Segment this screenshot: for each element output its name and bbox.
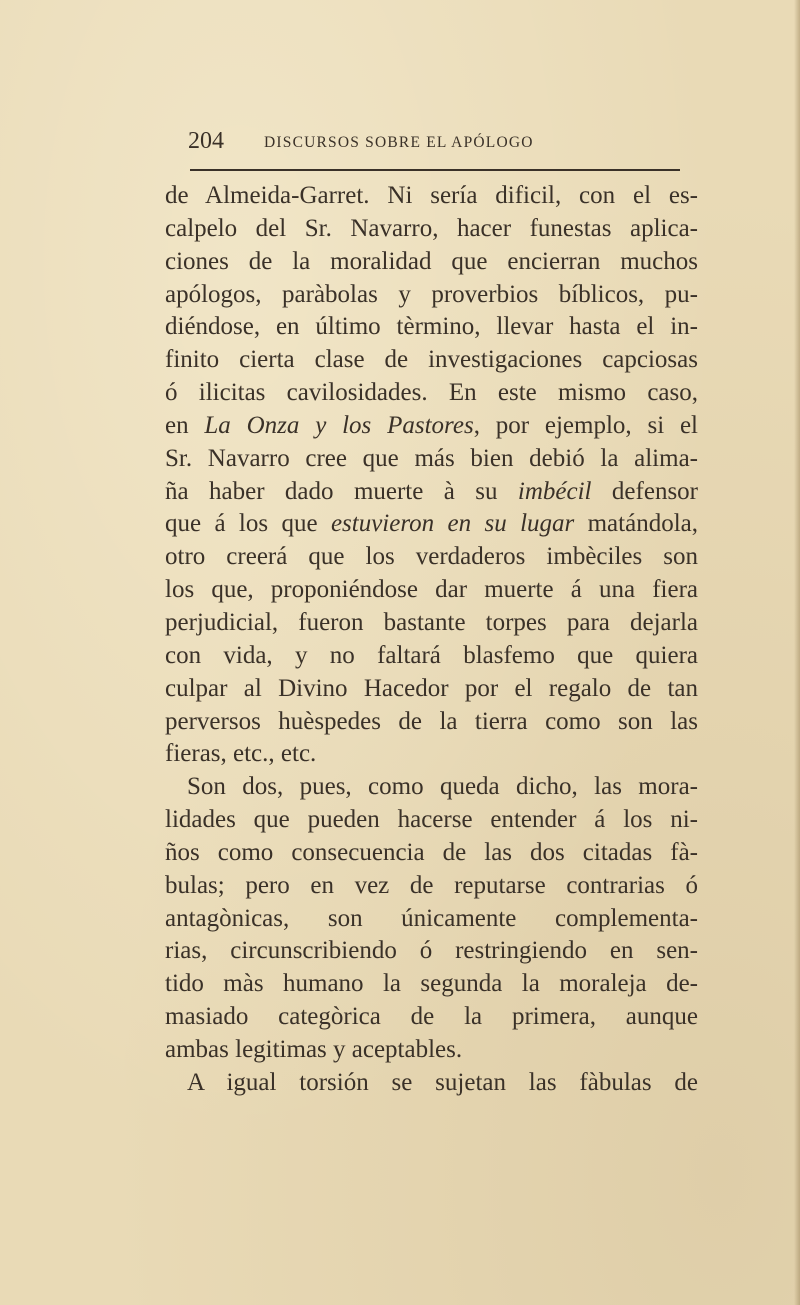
line-text: fieras, etc., etc. bbox=[165, 740, 317, 768]
line-text: que á los que bbox=[165, 510, 331, 538]
text-line bbox=[165, 213, 698, 246]
italic-title-text: imbécil bbox=[517, 477, 592, 505]
text-line bbox=[165, 673, 698, 706]
text-line bbox=[165, 1034, 698, 1067]
text-line bbox=[165, 377, 698, 410]
line-text: culpar al Divino Hacedor por el regalo de tan bbox=[165, 674, 698, 702]
line-text: en bbox=[165, 411, 205, 439]
text-line bbox=[165, 279, 698, 312]
text-line bbox=[165, 541, 698, 574]
text-line bbox=[165, 738, 698, 771]
line-text: calpelo del Sr. Navarro, hacer funestas aplica- bbox=[165, 214, 698, 242]
line-text: ños como consecuencia de las dos citadas fà- bbox=[165, 838, 698, 866]
page-edge-shadow bbox=[794, 0, 800, 1305]
text-line bbox=[165, 903, 698, 936]
line-text: defensor bbox=[591, 477, 698, 505]
page-number: 204 bbox=[188, 128, 224, 154]
line-text: diéndose, en último tèrmino, llevar hasta el in- bbox=[165, 313, 698, 341]
line-text: los que, proponiéndose dar muerte á una fiera bbox=[165, 576, 698, 604]
header-rule bbox=[190, 169, 680, 171]
text-line bbox=[165, 1001, 698, 1034]
text-line bbox=[165, 771, 698, 804]
running-title: DISCURSOS SOBRE EL APÓLOGO bbox=[264, 134, 534, 151]
text-line bbox=[165, 311, 698, 344]
text-line bbox=[165, 640, 698, 673]
text-line bbox=[165, 180, 698, 213]
text-line bbox=[165, 968, 698, 1001]
page-header bbox=[188, 128, 683, 158]
line-text: ciones de la moralidad que encierran muchos bbox=[165, 247, 698, 275]
line-text: lidades que pueden hacerse entender á los ni- bbox=[165, 806, 698, 834]
line-text: , por ejemplo, si el bbox=[473, 411, 698, 439]
line-text: con vida, y no faltará blasfemo que quiera bbox=[165, 641, 698, 669]
text-line bbox=[165, 1067, 698, 1100]
text-line bbox=[165, 344, 698, 377]
text-line bbox=[165, 804, 698, 837]
text-line bbox=[165, 246, 698, 279]
text-line bbox=[165, 410, 698, 443]
line-text: de Almeida-Garret. Ni sería dificil, con el es- bbox=[165, 182, 698, 209]
text-line bbox=[165, 935, 698, 968]
line-text: perjudicial, fueron bastante torpes para dejarla bbox=[165, 608, 698, 636]
line-text: matándola, bbox=[574, 510, 698, 538]
text-line bbox=[165, 508, 698, 541]
text-line bbox=[165, 706, 698, 739]
line-text: ña haber dado muerte à su bbox=[165, 477, 518, 505]
line-text: antagònicas, son únicamente complementa- bbox=[165, 904, 698, 932]
text-line bbox=[165, 837, 698, 870]
text-line bbox=[165, 476, 698, 509]
line-text: masiado categòrica de la primera, aunque bbox=[165, 1003, 698, 1031]
italic-title-text: estuvieron en su lugar bbox=[330, 510, 575, 538]
text-line bbox=[165, 443, 698, 476]
line-text: A igual torsión se sujetan las fàbulas de bbox=[187, 1068, 698, 1096]
text-line bbox=[165, 574, 698, 607]
line-text: bulas; pero en vez de reputarse contrarias ó bbox=[165, 871, 698, 899]
line-text: Sr. Navarro cree que más bien debió la alima- bbox=[165, 444, 698, 472]
line-text: otro creerá que los verdaderos imbèciles son bbox=[165, 543, 698, 571]
line-text: tido màs humano la segunda la moraleja de- bbox=[165, 970, 698, 998]
line-text: ambas legitimas y aceptables. bbox=[165, 1035, 463, 1063]
text-line bbox=[165, 607, 698, 640]
line-text: rias, circunscribiendo ó restringiendo en sen- bbox=[165, 937, 698, 965]
line-text: ó ilicitas cavilosidades. En este mismo caso, bbox=[165, 379, 698, 407]
italic-title-text: La Onza y los Pastores bbox=[204, 411, 474, 439]
body-text bbox=[165, 180, 698, 1100]
line-text: Son dos, pues, como queda dicho, las mora- bbox=[187, 773, 698, 801]
text-line bbox=[165, 870, 698, 903]
line-text: finito cierta clase de investigaciones capciosas bbox=[165, 346, 698, 374]
line-text: apólogos, paràbolas y proverbios bíblicos, pu- bbox=[165, 280, 698, 308]
line-text: perversos huèspedes de la tierra como son las bbox=[165, 707, 698, 735]
